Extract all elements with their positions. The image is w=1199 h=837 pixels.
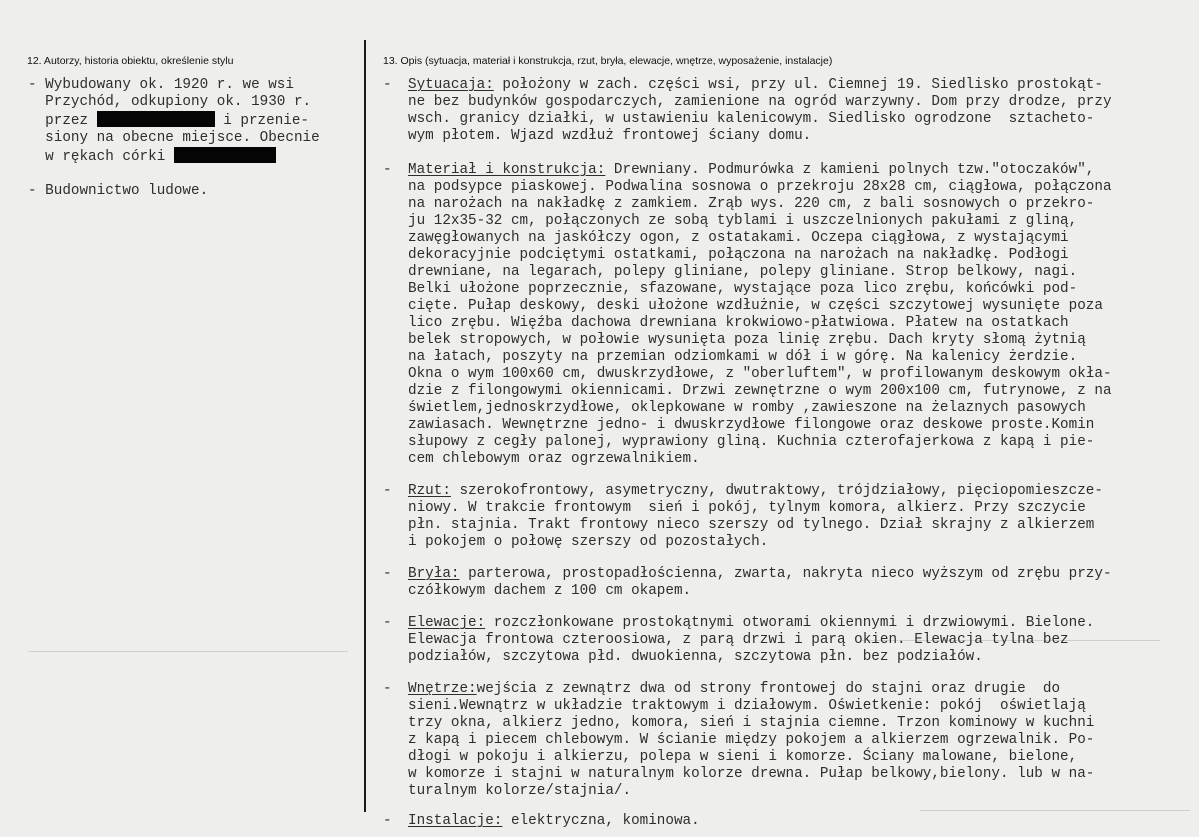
section-material — [383, 162, 1198, 468]
bullet-dash: - — [383, 813, 392, 829]
section-line: sieni.Wewnątrz w układzie traktowym i działowym. Oświetkenie: pokój oświetlają — [408, 698, 1086, 714]
section-heading: Bryła: — [408, 566, 460, 582]
section-line: na łatach, poszyty na przemian odziomkami w dół i w górę. Na kalenicy żerdzie. — [408, 349, 1078, 365]
section-line: na podsypce piaskowej. Podwalina sosnowa o przekroju 28x28 cm, ciągłowa, połączona — [408, 179, 1112, 195]
section-line — [408, 566, 1198, 583]
authors-history-column — [28, 77, 363, 200]
section-line: niowy. W trakcie frontowym sień i pokój, tylnym komora, alkierz. Przy szczycie — [408, 500, 1086, 516]
bullet-dash: - — [383, 77, 392, 93]
section-line: wsch. granicy działki, w ustawieniu kalenicowym. Siedlisko ogrodzone sztacheto- — [408, 111, 1095, 127]
section-line: i pokojem o połowę szerszy od pozostałych. — [408, 534, 769, 550]
section-bryla — [383, 566, 1198, 600]
section-line: Elewacja frontowa czteroosiowa, z parą drzwi i parą okien. Elewacja tylna bez — [408, 632, 1069, 648]
section-line: na narożach na nakładkę z zamkiem. Zrąb wys. 220 cm, z bali sosnowych o przekro- — [408, 196, 1095, 212]
section-line: ju 12x35-32 cm, połączonych ze sobą tyblami i uszczelnionych pakułami z gliną, — [408, 213, 1078, 229]
section-12-header: 12. Autorzy, historia obiektu, określenie stylu — [27, 55, 234, 67]
section-heading: Sytuacaja: — [408, 77, 494, 93]
redaction-bar — [174, 147, 276, 163]
section-line: drewniane, na legarach, polepy gliniane, polepy gliniane. Strop belkowy, nagi. — [408, 264, 1078, 280]
section-line: trzy okna, alkierz jedno, komora, sień i stajnia ciemne. Trzon kominowy w kuchni — [408, 715, 1095, 731]
section-13-header: 13. Opis (sytuacja, materiał i konstrukcja, rzut, bryła, elewacje, wnętrze, wyposażenie, instalacje) — [383, 55, 833, 67]
faint-rule — [28, 651, 348, 652]
section-text: elektryczna, kominowa. — [502, 813, 700, 829]
section-sytuacja — [383, 77, 1198, 145]
redaction-bar — [97, 111, 215, 127]
history-text: przez — [28, 113, 97, 129]
section-text: położony w zach. części wsi, przy ul. Ciemnej 19. Siedlisko prostokąt- — [493, 77, 1103, 93]
section-line: turalnym kolorze/stajnia/. — [408, 783, 632, 799]
section-heading: Rzut: — [408, 483, 451, 499]
section-line — [408, 162, 1198, 179]
section-line: zawiasach. Wewnętrzne jedno- i dwuskrzydłowe filongowe oraz deskowe proste.Komin — [408, 417, 1095, 433]
bullet-dash: - — [383, 162, 392, 178]
section-text: szerokofrontowy, asymetryczny, dwutraktowy, trójdziałowy, pięciopomieszcze- — [450, 483, 1103, 499]
section-line: dłogi w pokoju i alkierzu, polepa w sieni i komorze. Ściany malowane, bielone, — [408, 749, 1078, 765]
section-line: podziałów, szczytowa płd. dwuokienna, szczytowa płn. bez podziałów. — [408, 649, 983, 665]
section-line: Belki ułożone poprzecznie, sfazowane, wystające poza lico zrębu, końcówki pod- — [408, 281, 1078, 297]
section-line: belek stropowych, w połowie wysunięta poza linię zrębu. Dach kryty słomą żytnią — [408, 332, 1086, 348]
bullet-dash: - — [383, 483, 392, 499]
section-heading: Instalacje: — [408, 813, 503, 829]
history-line: - Wybudowany ok. 1920 r. we wsi — [28, 77, 294, 93]
section-line: czółkowym dachem z 100 cm okapem. — [408, 583, 692, 599]
section-text: parterowa, prostopadłościenna, zwarta, nakryta nieco wyższym od zrębu przy- — [459, 566, 1112, 582]
section-line: ne bez budynków gospodarczych, zamienione na ogród warzywny. Dom przy drodze, przy — [408, 94, 1112, 110]
section-line: płn. stajnia. Trakt frontowy nieco szerszy od tylnego. Dział skrajny z alkierzem — [408, 517, 1095, 533]
history-line — [28, 147, 363, 166]
section-line: z kapą i piecem chlebowym. W ścianie między pokojem a alkierzem ogrzewalnik. Po- — [408, 732, 1095, 748]
section-text: Drewniany. Podmurówka z kamieni polnych tzw."otoczaków", — [605, 162, 1095, 178]
description-column — [383, 77, 1198, 830]
section-text: wejścia z zewnątrz dwa od strony frontowej do stajni oraz drugie do — [476, 681, 1061, 697]
section-line: dzie z filongowymi okiennicami. Drzwi zewnętrzne o wym 200x100 cm, futrynowe, z na — [408, 383, 1112, 399]
section-line: dekoracyjnie podciętymi ostatkami, połączona na narożach na nakładkę. Podłogi — [408, 247, 1069, 263]
bullet-dash: - — [383, 615, 392, 631]
section-line: Okna o wym 100x60 cm, dwuskrzydłowe, z "oberluftem", w profilowanym deskowym okła- — [408, 366, 1112, 382]
section-elewacje — [383, 615, 1198, 666]
section-heading: Materiał i konstrukcja: — [408, 162, 606, 178]
section-line: cięte. Pułap deskowy, deski ułożone wzdłużnie, w części szczytowej wysunięte poza — [408, 298, 1103, 314]
section-text: rozczłonkowane prostokątnymi otworami okiennymi i drzwiowymi. Bielone. — [485, 615, 1095, 631]
section-line — [408, 77, 1198, 94]
section-line: wym płotem. Wjazd wzdłuż frontowej ściany domu. — [408, 128, 812, 144]
section-line: cem chlebowym oraz ogrzewalnikiem. — [408, 451, 700, 467]
history-text: w rękach córki — [28, 149, 174, 165]
section-line: słupowy z cegły palonej, wyprawiony gliną. Kuchnia czterofajerkowa z kapą i pie- — [408, 434, 1095, 450]
bullet-dash: - — [383, 566, 392, 582]
section-line: w komorze i stajni w naturalnym kolorze drewna. Pułap belkowy,bielony. lub w na- — [408, 766, 1095, 782]
section-line: zawęgłowanych na jaskółczy ogon, z ostatakami. Oczepa ciągłowa, z wystającymi — [408, 230, 1069, 246]
section-rzut — [383, 483, 1198, 551]
section-wnetrze — [383, 681, 1198, 800]
column-divider — [364, 40, 366, 812]
history-text: i przenie- — [214, 113, 310, 129]
history-line: siony na obecne miejsce. Obecnie — [28, 130, 320, 146]
history-line: - Budownictwo ludowe. — [28, 183, 209, 199]
section-line — [408, 615, 1198, 632]
section-heading: Elewacje: — [408, 615, 486, 631]
section-line — [408, 483, 1198, 500]
section-line: lico zrębu. Więźba dachowa drewniana krokwiowo-płatwiowa. Płatew na ostatkach — [408, 315, 1069, 331]
section-line — [408, 813, 1198, 830]
section-heading: Wnętrze: — [408, 681, 477, 697]
bullet-dash: - — [383, 681, 392, 697]
history-text: Przychód, odkupiony ok. 1930 r. — [28, 94, 312, 110]
section-line — [408, 681, 1198, 698]
history-line — [28, 111, 363, 130]
section-line: świetlem,jednoskrzydłowe, oklepkowane w romby ,zawieszone na żelaznych pasowych — [408, 400, 1086, 416]
history-line — [28, 94, 363, 111]
section-instalacje — [383, 813, 1198, 830]
